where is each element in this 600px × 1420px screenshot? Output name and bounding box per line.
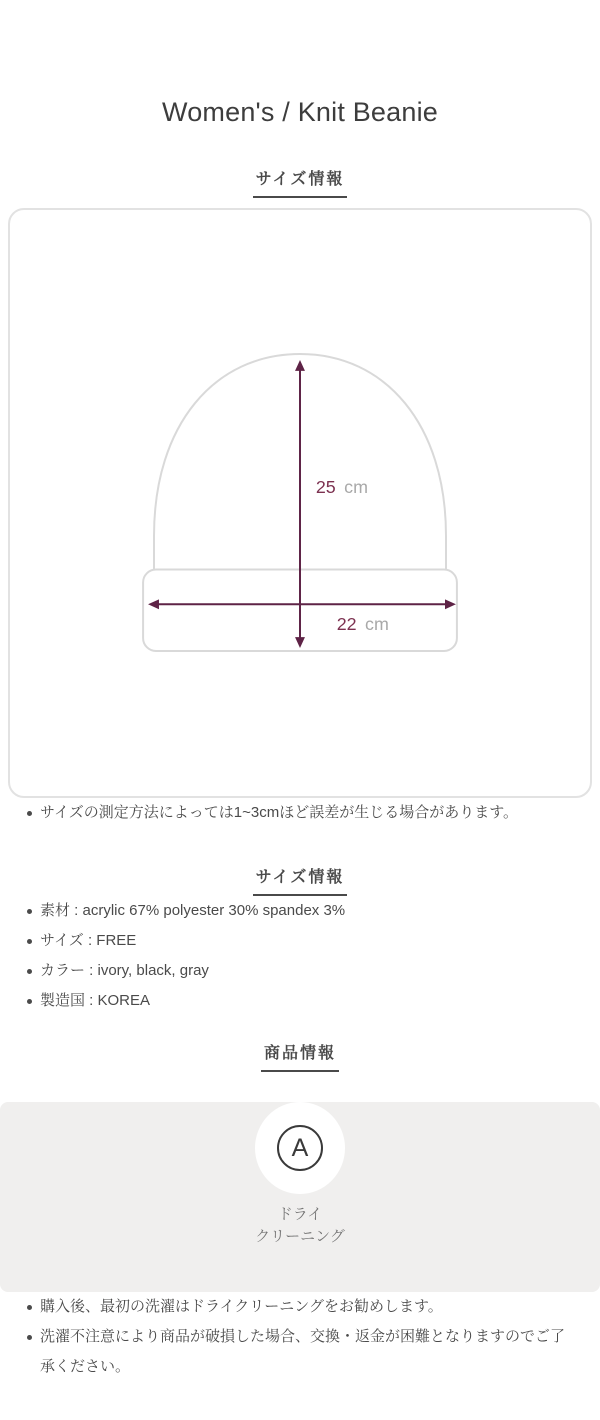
spec-item-material: 素材 : acrylic 67% polyester 30% spandex 3% [26,896,572,926]
spec-item-country: 製造国 : KOREA [26,986,572,1016]
product-info-section-heading: 商品情報 [261,1044,339,1072]
height-dimension-label [316,477,368,497]
width-unit: cm [365,614,389,635]
care-label-line2: クリーニング [255,1228,345,1245]
product-info-heading-row [0,1044,600,1072]
circled-a-care-symbol [277,1125,323,1171]
width-value: 22 [336,614,357,635]
product-info-panel [0,1102,600,1292]
spec-list [0,896,600,1016]
size-diagram-section-heading: サイズ情報 [253,170,348,198]
height-unit: cm [344,477,368,498]
page-title: Women's / Knit Beanie [162,97,438,127]
size-note-list [0,798,600,828]
care-symbol-letter: A [291,1133,309,1162]
spec-heading-row [0,868,600,896]
care-note-list [0,1292,600,1382]
care-note-item: 洗濯不注意により商品が破損した場合、交換・返金が困難となりますのでご了承ください。 [26,1322,572,1382]
size-note-item: サイズの測定方法によっては1~3cmほど誤差が生じる場合があります。 [26,798,572,828]
height-value: 25 [315,477,336,498]
beanie-size-diagram [10,210,590,796]
size-diagram-heading-row [0,170,600,198]
dry-cleaning-icon [255,1102,345,1194]
size-diagram-panel [8,208,592,798]
spec-item-size: サイズ : FREE [26,926,572,956]
spec-section-heading: サイズ情報 [253,868,348,896]
care-note-item: 購入後、最初の洗濯はドライクリーニングをお勧めします。 [26,1292,572,1322]
spec-item-color: カラー : ivory, black, gray [26,956,572,986]
care-label-line1: ドライ [277,1206,323,1223]
care-label [0,1204,600,1248]
